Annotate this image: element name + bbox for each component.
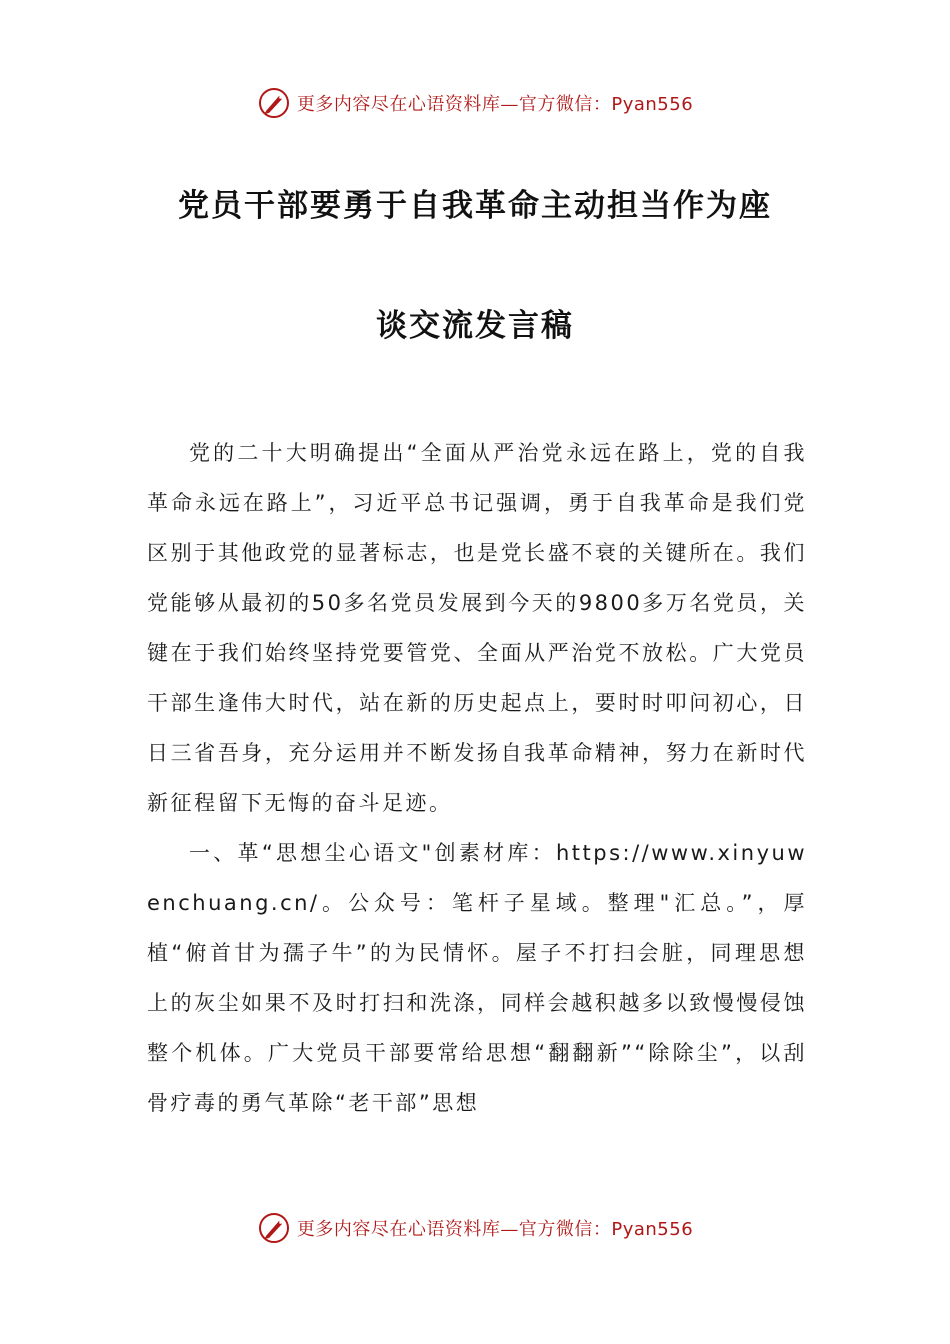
watermark-dash: —: [500, 1219, 519, 1240]
paragraph: 一、革“思想尘心语文"创素材库：https://www.xinyuwenchuang.cn/。公众号：笔杆子星域。整理"汇总。”，厚植“俯首甘为孺子牛”的为民情怀。屋子不打扫会脏，同理思想上的灰尘如果不及时打扫和洗涤，同样会越积越多以致慢慢侵蚀整个机体。广大党员干部要常给思想“翻翻新”“除除尘”，以刮骨疗毒的勇气革除“老干部”思想: [147, 841, 807, 1115]
header-watermark: [0, 86, 950, 120]
pen-nib-logo-icon: [257, 1211, 291, 1245]
watermark-wechat-label: 官方微信：: [518, 1219, 612, 1240]
document-title-line1: 党员干部要勇于自我革命主动担当作为座: [178, 188, 772, 224]
watermark-wechat-id: Pyan556: [611, 94, 694, 115]
pen-nib-logo-icon: [257, 86, 291, 120]
watermark-text: 更多内容尽在心语资料库: [296, 1219, 501, 1240]
watermark-text: 更多内容尽在心语资料库: [296, 94, 501, 115]
paragraph: 党的二十大明确提出“全面从严治党永远在路上，党的自我革命永远在路上”，习近平总书记强调，勇于自我革命是我们党区别于其他政党的显著标志，也是党长盛不衰的关键所在。我们党能够从最初的50多名党员发展到今天的9800多万名党员，关键在于我们始终坚持党要管党、全面从严治党不放松。广大党员干部生逢伟大时代，站在新的历史起点上，要时时叩问初心，日日三省吾身，充分运用并不断发扬自我革命精神，努力在新时代新征程留下无悔的奋斗足迹。: [147, 441, 807, 815]
footer-watermark: [0, 1211, 950, 1245]
document-body: [147, 428, 807, 1128]
watermark-wechat-id: Pyan556: [611, 1219, 694, 1240]
document-title-line2: 谈交流发言稿: [376, 308, 574, 344]
watermark-dash: —: [500, 94, 519, 115]
watermark-wechat-label: 官方微信：: [518, 94, 612, 115]
